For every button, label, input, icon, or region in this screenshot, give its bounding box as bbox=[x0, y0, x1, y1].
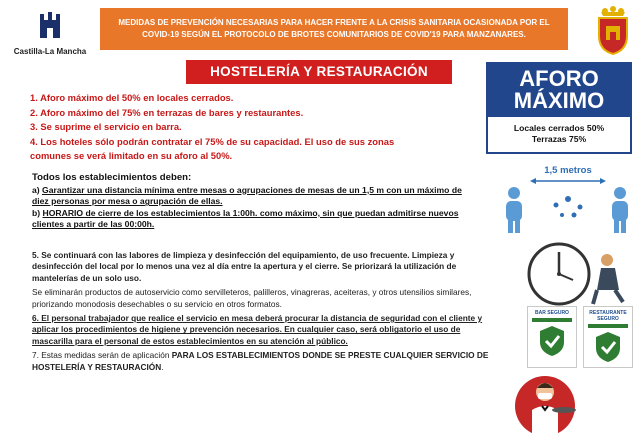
rule-b-prefix: b) bbox=[32, 207, 41, 218]
body-text bbox=[32, 250, 502, 376]
section-title: HOSTELERÍA Y RESTAURACIÓN bbox=[186, 60, 452, 84]
restaurante-seguro-sign bbox=[583, 306, 633, 368]
item-7-bold: PARA LOS ESTABLECIMIENTOS DONDE SE PRESTE CUALQUIER SERVICIO DE HOSTELERÍA Y RESTAURACIÓN bbox=[32, 350, 489, 372]
distance-label: 1,5 metros bbox=[544, 165, 592, 176]
item-5: 5. Se continuará con las labores de limpieza y desinfección del equipamiento, de uso frecuente. Limpieza y desinfección del local por lo menos una vez al día entre la apertura y el cierre. Se priorizará la utilización de mantelerías de un solo uso. bbox=[32, 250, 457, 283]
measure-4-cont: comunes se verá limitado en su aforo al 50%. bbox=[30, 150, 233, 161]
restaurante-seguro-label: RESTAURANTE SEGURO bbox=[589, 310, 627, 322]
manzanares-crest-icon bbox=[593, 6, 633, 56]
item-7-prefix: 7. Estas medidas serán de aplicación bbox=[32, 350, 172, 361]
shield-check-icon bbox=[537, 324, 567, 358]
measure-2: 2. Aforo máximo del 75% en terrazas de bares y restaurantes. bbox=[30, 106, 304, 118]
sign-stripe bbox=[532, 318, 572, 322]
castilla-la-mancha-logo bbox=[6, 8, 94, 58]
aforo-line-1: Locales cerrados 50% bbox=[513, 123, 605, 133]
bar-seguro-sign bbox=[527, 306, 577, 368]
rule-a-prefix: a) bbox=[32, 184, 40, 195]
brand-name: Castilla-La Mancha bbox=[13, 47, 87, 56]
aforo-box bbox=[486, 62, 632, 154]
aforo-line-2: Terrazas 75% bbox=[531, 134, 587, 144]
safety-signs bbox=[527, 306, 637, 368]
header-banner bbox=[100, 8, 568, 50]
distance-figures-icon bbox=[500, 175, 636, 235]
rule-a bbox=[32, 185, 477, 208]
establishments-heading: Todos los establecimientos deben: bbox=[32, 172, 192, 183]
item-5-detail: Se eliminarán productos de autoservicio como servilleteros, palilleros, vinagreras, aceiteras, y otros utensilios similares, priorizando monodosis desechables o su servicio en otros formatos. bbox=[32, 287, 472, 309]
banner-line-2: COVID-19 SEGÚN EL PROTOCOLO DE BROTES COMUNITARIOS DE COVID'19 PARA MANZANARES. bbox=[142, 30, 526, 39]
castle-icon bbox=[37, 8, 63, 40]
aforo-title-1: AFORO bbox=[519, 66, 599, 91]
item-7 bbox=[32, 350, 502, 373]
sign-stripe bbox=[588, 324, 628, 328]
clock-icon bbox=[523, 238, 633, 310]
shield-check-icon bbox=[593, 330, 623, 364]
rule-a-text: Garantizar una distancia mínima entre mesas o agrupaciones de mesas de un 1,5 m con un máximo de diez personas por mesa o agrupación de ellas. bbox=[32, 184, 462, 207]
rule-b bbox=[32, 208, 477, 231]
item-7-suffix: . bbox=[161, 361, 164, 372]
measure-3: 3. Se suprime el servicio en barra. bbox=[30, 121, 182, 132]
measure-1: 1. Aforo máximo del 50% en locales cerrados. bbox=[30, 92, 234, 103]
establishments-section bbox=[32, 172, 477, 231]
aforo-heading bbox=[488, 64, 630, 117]
item-6: 6. El personal trabajador que realice el servicio en mesa deberá procurar la distancia de seguridad con el cliente y aplicar los procedimientos de higiene y prevención necesarios. En cualquier caso, será obligatorio el uso de mascarilla para el personal de estos establecimientos en su atención al público. bbox=[32, 313, 483, 346]
red-measures-list bbox=[30, 91, 480, 164]
rule-b-text: HORARIO de cierre de los establecimientos la 1:00h. como máximo, sin que puedan admitirse nuevos clientes a partir de las 00:00h. bbox=[32, 207, 459, 230]
bar-seguro-label: BAR SEGURO bbox=[535, 310, 569, 316]
distance-illustration bbox=[500, 165, 636, 235]
measure-4: 4. Los hoteles sólo podrán contratar el 75% de su capacidad. El uso de sus zonas bbox=[30, 135, 395, 147]
aforo-title-2: MÁXIMO bbox=[513, 88, 605, 113]
banner-line-1: MEDIDAS DE PREVENCIÓN NECESARIAS PARA HACER FRENTE A LA CRISIS SANITARIA OCASIONADA POR EL bbox=[118, 18, 550, 27]
waiter-icon bbox=[512, 370, 578, 438]
